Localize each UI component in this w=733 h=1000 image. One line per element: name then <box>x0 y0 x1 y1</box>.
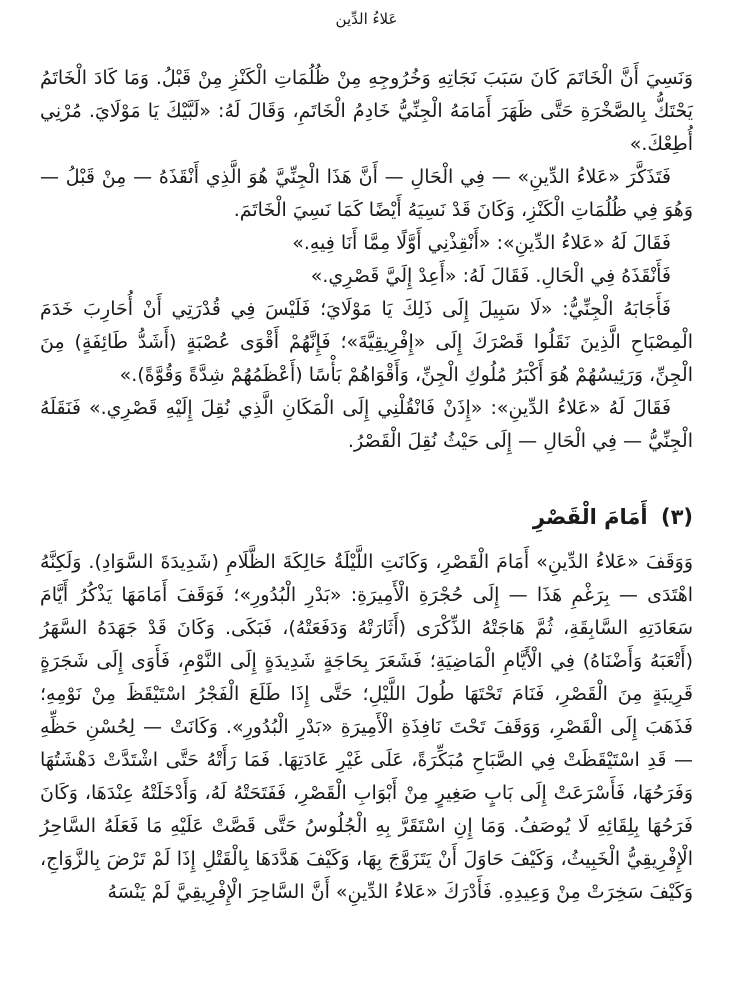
paragraph: فَقَالَ لَهُ «عَلاءُ الدِّينِ»: «أَنْقِذْنِي أَوَّلًا مِمَّا أَنَا فِيهِ.» <box>292 232 671 254</box>
paragraph: فَأَجَابَهُ الْجِنِّيُّ: «لَا سَبِيلَ إِلَى ذَلِكَ يَا مَوْلَايَ؛ فَلَيْسَ فِي قُدْرَتِي أَنْ أُحَارِبَ خَدَمَ الْمِصْبَاحِ الَّذِينَ نَقَلُوا قَصْرَكَ إِلَى «إِفْرِيقِيَّةَ»؛ فَإِنَّهُمْ أَقْوَى عُصْبَةٍ (أَشَدُّ طَائِفَةٍ) مِنَ الْجِنِّ، وَرَئِيسُهُمْ هُوَ أَكْبَرُ مُلُوكِ الْجِنِّ، وَأَقْوَاهُمْ بَأْسًا (أَعْظَمُهُمْ شِدَّةً وَقُوَّةً).» <box>40 298 693 386</box>
paragraph: فَتَذَكَّرَ «عَلاءُ الدِّينِ» — فِي الْحَالِ — أَنَّ هَذَا الْجِنِّيَّ هُوَ الَّذِي أَنْقَذَهُ — مِنْ قَبْلُ — وَهُوَ فِي ظُلُمَاتِ الْكَنْزِ، وَكَانَ قَدْ نَسِيَهُ أَيْضًا كَمَا نَسِيَ الْخَاتَمَ. <box>40 166 693 221</box>
paragraph: فَقَالَ لَهُ «عَلاءُ الدِّينِ»: «إِذَنْ فَانْقُلْنِي إِلَى الْمَكَانِ الَّذِي نُقِلَ إِلَيْهِ قَصْرِي.» فَنَقَلَهُ الْجِنِّيُّ — فِي الْحَالِ — إِلَى حَيْثُ نُقِلَ الْقَصْرُ. <box>40 397 693 452</box>
paragraph: وَنَسِيَ أَنَّ الْخَاتَمَ كَانَ سَبَبَ نَجَاتِهِ وَخُرُوجِهِ مِنْ ظُلُمَاتِ الْكَنْزِ مِنْ قَبْلُ. وَمَا كَادَ الْخَاتَمُ يَحْتَكُّ بِالصَّخْرَةِ حَتَّى ظَهَرَ أَمَامَهُ الْجِنِّيُّ خَادِمُ الْخَاتَمِ، وَقَالَ لَهُ: «لَبَّيْكَ يَا مَوْلَايَ. مُرْنِي أُطِعْكَ.» <box>40 67 693 155</box>
running-header: عَلاءُ الدِّين <box>335 10 398 28</box>
paragraph: فَأَنْقَذَهُ فِي الْحَالِ. فَقَالَ لَهُ: «أَعِدْ إِلَيَّ قَصْرِي.» <box>310 265 671 287</box>
paragraph: وَوَقَفَ «عَلاءُ الدِّينِ» أَمَامَ الْقَصْرِ، وَكَانَتِ اللَّيْلَةُ حَالِكَةَ الظَّلَامِ (شَدِيدَةَ السَّوَادِ). وَلَكِنَّهُ اهْتَدَى — بِرَغْمِ هَذَا — إِلَى حُجْرَةِ الْأَمِيرَةِ: «بَدْرِ الْبُدُورِ»؛ فَوَقَفَ أَمَامَهَا يَذْكُرُ أَيَّامَ سَعَادَتِهِ السَّابِقَةِ، ثُمَّ هَاجَتْهُ الذِّكْرَى (أَثَارَتْهُ وَدَفَعَتْهُ)، فَبَكَى. وَكَانَ قَدْ جَهَدَهُ السَّهَرُ (أَتْعَبَهُ وَأَضْنَاهُ) فِي الْأَيَّامِ الْمَاضِيَةِ؛ فَشَعَرَ بِحَاجَةٍ شَدِيدَةٍ إِلَى النَّوْمِ، فَأَوَى إِلَى شَجَرَةٍ قَرِيبَةٍ مِنَ الْقَصْرِ، فَنَامَ تَحْتَهَا طُولَ اللَّيْلِ؛ حَتَّى إِذَا طَلَعَ الْفَجْرُ اسْتَيْقَظَ مِنْ نَوْمِهِ؛ فَذَهَبَ إِلَى الْقَصْرِ، وَوَقَفَ تَحْتَ نَافِذَةِ الْأَمِيرَةِ «بَدْرِ الْبُدُورِ». وَكَانَتْ — لِحُسْنِ حَظِّهِ — قَدِ اسْتَيْقَظَتْ فِي الصَّبَاحِ مُبَكِّرَةً، عَلَى غَيْرِ عَادَتِهَا. فَمَا رَأَتْهُ حَتَّى اشْتَدَّتْ دَهْشَتُهَا وَفَرَحُهَا، فَأَسْرَعَتْ إِلَى بَابٍ صَغِيرٍ مِنْ أَبْوَابِ الْقَصْرِ، فَفَتَحَتْهُ لَهُ، وَأَدْخَلَتْهُ عِنْدَهَا، وَكَانَ فَرَحُهَا بِلِقَائِهِ لَا يُوصَفُ. وَمَا إِنِ اسْتَقَرَّ بِهِ الْجُلُوسُ حَتَّى قَصَّتْ عَلَيْهِ مَا فَعَلَهُ السَّاحِرُ الْإِفْرِيقِيُّ الْخَبِيثُ، وَكَيْفَ حَاوَلَ أَنْ يَتَزَوَّجَ بِهَا، وَكَيْفَ هَدَّدَهَا بِالْقَتْلِ إِذَا لَمْ تَرْضَ بِالزَّوَاجِ، وَكَيْفَ سَخِرَتْ مِنْ وَعِيدِهِ. فَأَدْرَكَ «عَلاءُ الدِّينِ» أَنَّ السَّاحِرَ الْإِفْرِيقِيَّ لَمْ يَنْسَهُ <box>40 551 693 903</box>
section-title: أَمَامَ الْقَصْرِ <box>532 505 648 529</box>
section-heading <box>40 502 693 532</box>
section-number: (٣) <box>660 505 693 529</box>
